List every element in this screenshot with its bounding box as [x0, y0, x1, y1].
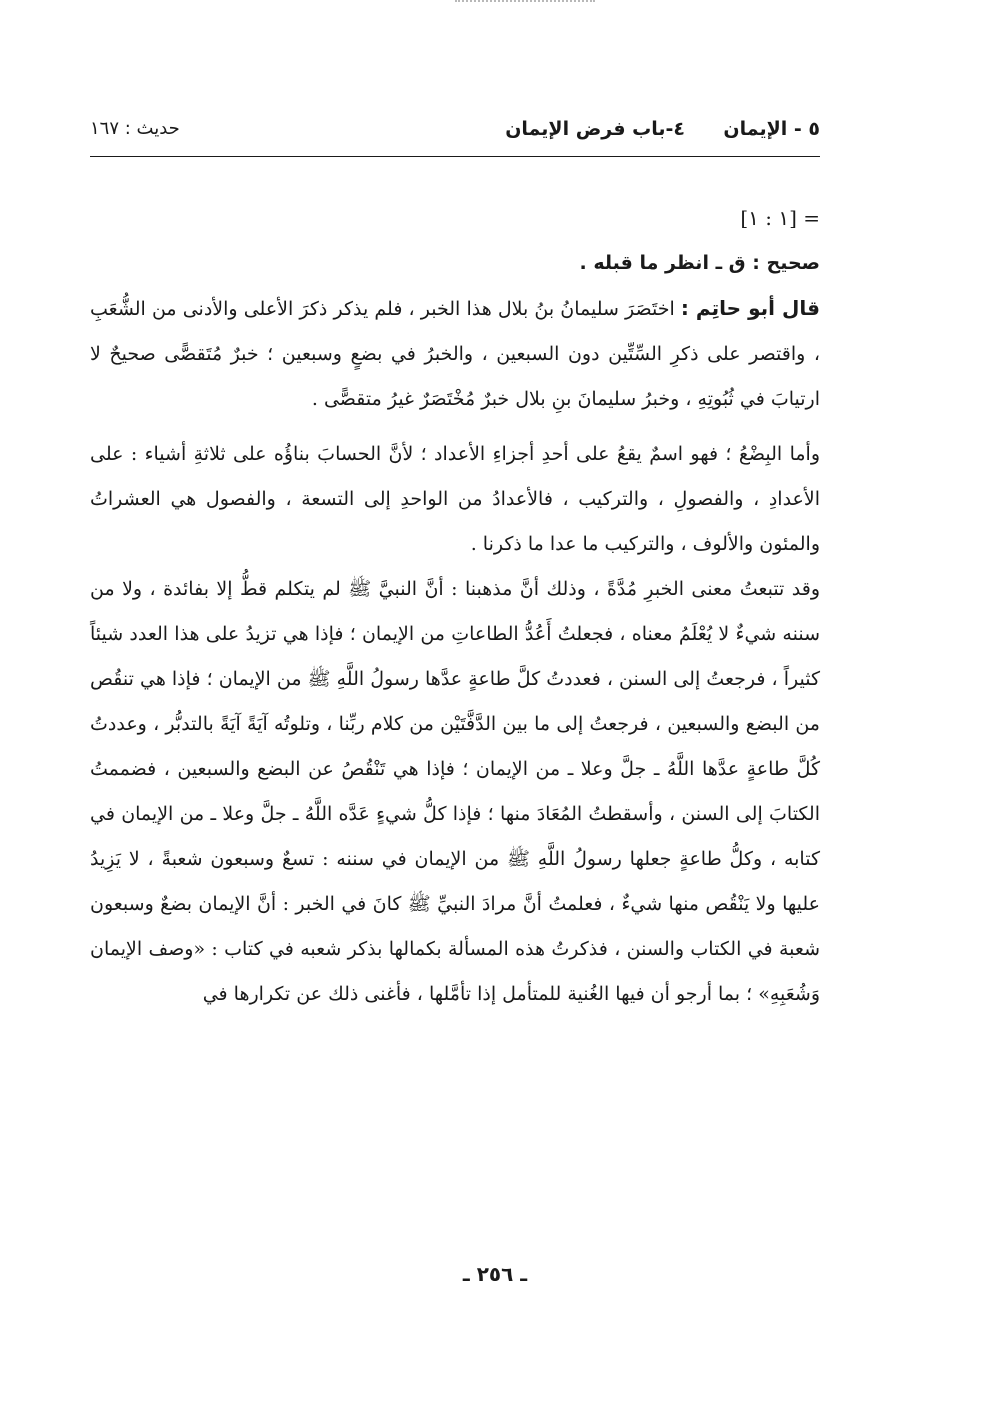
running-header: [90, 118, 820, 152]
page-number: ـ ٢٥٦ ـ: [462, 1262, 528, 1286]
paragraph-text: اختَصَرَ سليمانُ بنُ بلال هذا الخبر ، فلم يذكر ذكرَ الأعلى والأدنى من الشُّعَبِ ، واقتصر على ذكرِ السِّتِّين دون السبعين ، والخبرُ في بضعٍ وسبعين ؛ خبرٌ مُتَقصًّى صحيحٌ لا ارتيابَ في ثُبُوتِهِ ، وخبرُ سليمانَ بنِ بلال خبرٌ مُخْتَصَرٌ غيرُ متقصًّى .: [90, 298, 820, 410]
header-divider: [90, 156, 820, 157]
paragraph-bid: وأما البِضْعُ ؛ فهو اسمٌ يقعُ على أحدِ أجزاءِ الأعداد ؛ لأنَّ الحسابَ بناؤُه على ثلاثةِ أشياء : على الأعدادِ ، والفصولِ ، والتركيب ، فالأعدادُ من الواحدِ إلى التسعة ، والفصول هي العشراتُ والمئون والألوف ، والتركيب ما عدا ما ذكرنا .: [90, 443, 820, 555]
chapter-title: ٤-باب فرض الإيمان: [505, 118, 685, 140]
paragraph-tatabbu: وقد تتبعتُ معنى الخبرِ مُدَّةً ، وذلك أنَّ مذهبنا : أنَّ النبيَّ ﷺ لم يتكلم قطُّ إلا بفائدة ، ولا من سننه شيءٌ لا يُعْلَمُ معناه ، فجعلتُ أَعُدُّ الطاعاتِ من الإيمان ؛ فإذا هي تزيدُ على هذا العدد شيئاً كثيراً ، فرجعتُ إلى السنن ، فعددتُ كلَّ طاعةٍ عدَّها رسولُ اللَّهِ ﷺ من الإيمان ؛ فإذا هي تنقُص من البضع والسبعين ، فرجعتُ إلى ما بين الدَّفَّتَيْن من كلام ربِّنا ، وتلوتُه آيَةً آيَةً بالتدبُّر ، وعددتُ كُلَّ طاعةٍ عدَّها اللَّهُ ـ جلَّ وعلا ـ من الإيمان ؛ فإذا هي تَنْقُصُ عن البضع والسبعين ، فضممتُ الكتابَ إلى السنن ، وأسقطتُ المُعَادَ منها ؛ فإذا كلُّ شيءٍ عَدَّه اللَّهُ ـ جلَّ وعلا ـ من الإيمان في كتابه ، وكلُّ طاعةٍ جعلها رسولُ اللَّهِ ﷺ من الإيمان في سننه : تسعٌ وسبعون شعبةً ، لا يَزِيدُ عليها ولا يَنْقُص منها شيءٌ ، فعلمتُ أنَّ مرادَ النبيِّ ﷺ كانَ في الخبر : أنَّ الإيمان بضعٌ وسبعون شعبة في الكتاب والسنن ، فذكرتُ هذه المسألة بكمالها بذكر شعبه في كتاب : «وصف الإيمان وَشُعَبِهِ» ؛ بما أرجو أن فيها الغُنية للمتأمل إذا تأمَّلها ، فأغنى ذلك عن تكرارها في: [90, 578, 820, 1005]
page-body: [90, 196, 820, 1017]
paragraph-abu-hatim: [90, 286, 820, 422]
speaker-label: قال أبو حاتِم :: [680, 296, 820, 320]
hadith-grade: صحيح : ق ـ انظر ما قبله .: [579, 252, 820, 274]
scan-artifact: [455, 0, 595, 8]
cross-reference: = [١ : ١]: [740, 206, 820, 230]
book-title: ٥ - الإيمان: [723, 118, 820, 140]
hadith-number: حديث : ١٦٧: [90, 118, 180, 139]
